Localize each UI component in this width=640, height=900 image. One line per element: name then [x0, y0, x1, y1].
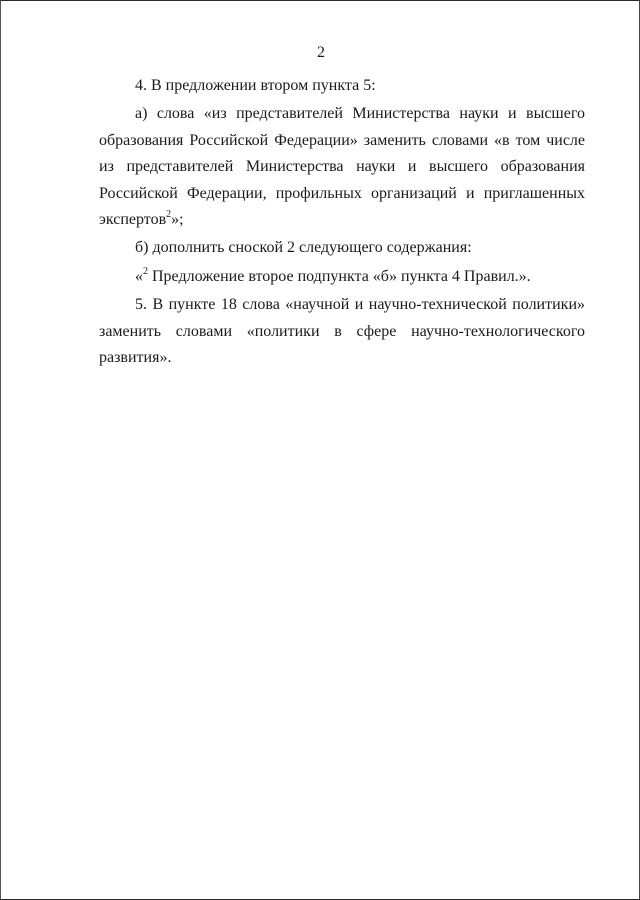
- footnote-ref-2: 2: [166, 208, 172, 220]
- paragraph-subitem-b: [99, 235, 585, 261]
- paragraph-subitem-a-tail: »;: [171, 211, 184, 229]
- footnote-marker-2: 2: [143, 265, 148, 277]
- paragraph-item-5-text: 5. В пункте 18 слова «научной и научно-технической политики» заменить словами «политики в сфере научно-технологического развития».: [99, 296, 585, 367]
- footnote-open-quote: «: [135, 267, 143, 285]
- page-number: 2: [317, 44, 325, 61]
- paragraph-subitem-a-text: а) слова «из представителей Министерства науки и высшего образования Российской Федерации» заменить словами «в том числе из представителей Министерства науки и высшего образования Российской Федерации, профильных организаций и приглашенных экспертов: [99, 105, 585, 229]
- paragraph-subitem-b-text: б) дополнить сноской 2 следующего содержания:: [135, 239, 472, 257]
- paragraph-item-5: [99, 292, 585, 371]
- paragraph-item-4: [99, 73, 585, 99]
- paragraph-item-4-text: 4. В предложении втором пункта 5:: [135, 77, 376, 94]
- footnote-text: Предложение второе подпункта «б» пункта 4 Правил.».: [148, 267, 531, 285]
- document-body: [99, 73, 585, 371]
- paragraph-subitem-a: [99, 101, 585, 233]
- footnote-text-paragraph: [99, 264, 585, 290]
